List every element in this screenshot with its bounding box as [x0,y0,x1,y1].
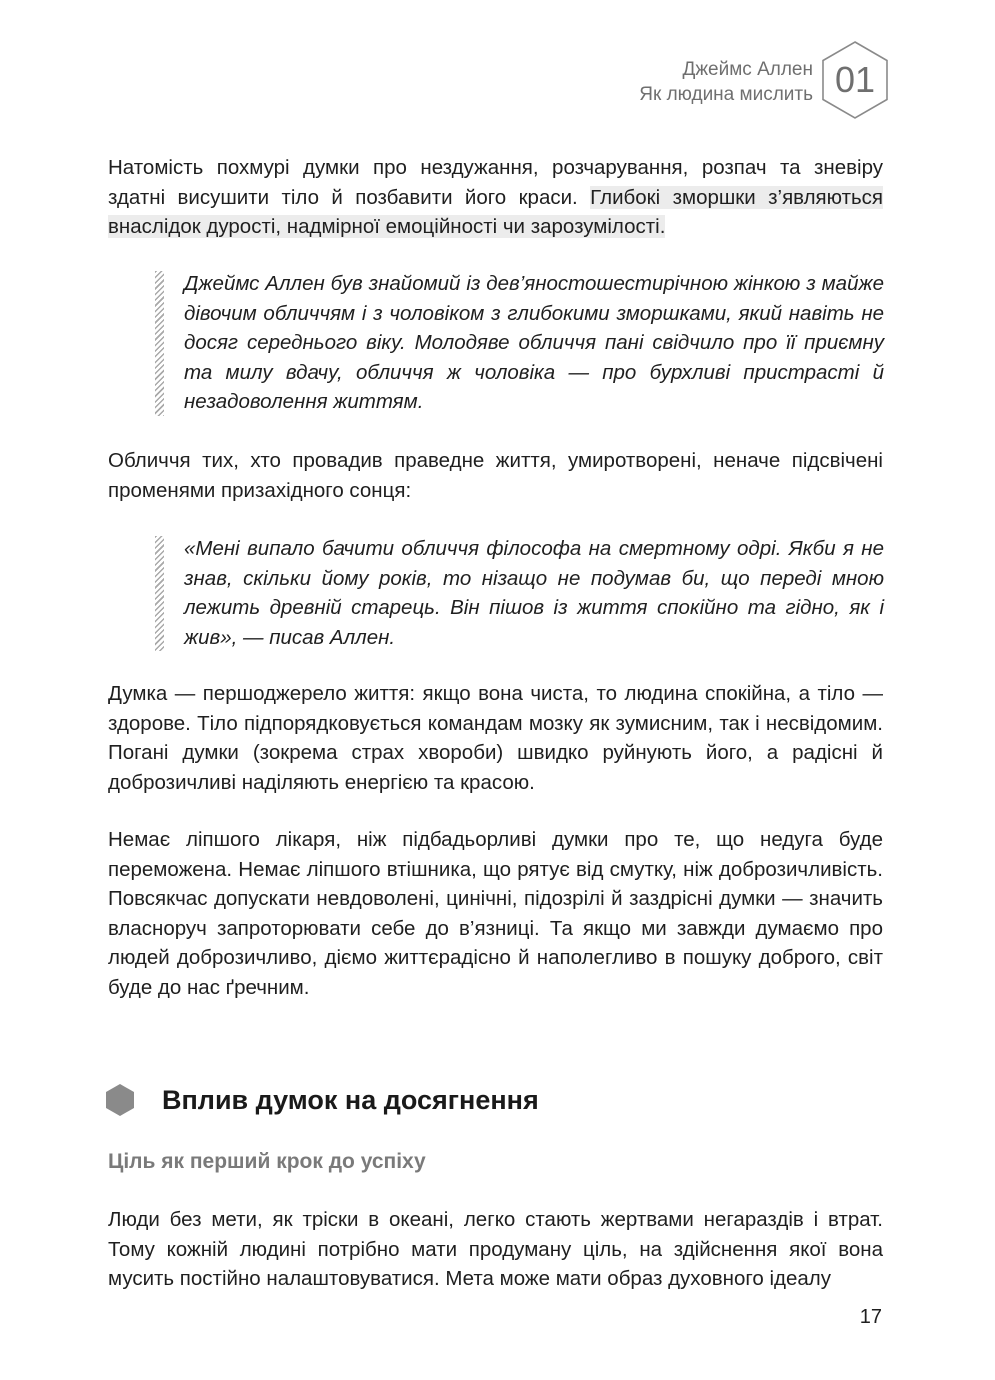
header-author: Джеймс Аллен [682,59,813,80]
quote-block-1 [155,269,885,417]
paragraph-1 [108,153,883,242]
paragraph-1-text: Натомість похмурі думки про нездужання, розчарування, розпач та зневіру здатні висушити тіло й позбавити його краси. [108,156,883,209]
section-heading [105,1078,539,1122]
page-number: 17 [859,1306,882,1328]
chapter-badge [820,40,890,120]
quote-text: Джеймс Аллен був знайомий із дев’яностошестирічною жінкою з майже дівочим обличчям і з чоловіком з глибокими зморшками, який навіть не досяг середнього віку. Молодяве обличчя пані свідчило про її приємну та милу вдачу, обличчя ж чоловіка — про бурхливі пристрасті й незадоволення життям. [184,272,884,413]
hexagon-icon [105,1083,135,1117]
highlighted-text: Глибокі зморшки з’являються внаслідок дурості, надмірної емоційності чи зарозумілості. [108,185,884,238]
paragraph-5: Люди без мети, як тріски в океані, легко стають жертвами негараздів і втрат. Тому кожній людині потрібно мати продуману ціль, на здійснення якої вона мусить постійно налаштовуватися. Мета може мати образ духовного ідеалу [108,1208,883,1290]
quote-bar [155,536,164,651]
paragraph-3: Думка — першоджерело життя: якщо вона чиста, то людина спокійна, а тіло — здорове. Тіло підпорядковується командам мозку як зумисним, так і несвідомим. Погані думки (зокрема страх хвороби) швидко руйнують його, а радісні й доброзичливі наділяють енергією та красою. [108,682,883,794]
quote-block-2 [155,534,885,652]
subsection-title: Ціль як перший крок до успіху [108,1150,426,1173]
quote-text: «Мені випало бачити обличчя філософа на смертному одрі. Якби я не знав, скільки йому років, то нізащо не подумав би, що переді мною лежить древній старець. Він пішов із життя спокійно та гідно, як і жив», — писав Аллен. [184,537,884,649]
running-header [639,57,813,107]
quote-bar [155,271,164,416]
paragraph-2: Обличчя тих, хто провадив праведне життя, умиротворені, неначе підсвічені променями призахідного сонця: [108,449,883,502]
section-title: Вплив думок на досягнення [162,1084,539,1115]
paragraph-4: Немає ліпшого лікаря, ніж підбадьорливі думки про те, що недуга буде переможена. Немає ліпшого втішника, що рятує від смутку, ніж доброзичливість. Повсякчас допускати невдоволені, цинічні, підозрілі й заздрісні думки — значить власноруч запроторювати себе до в’язниці. Та якщо ми завжди думаємо про людей доброзичливо, діємо життєрадісно й наполегливо в пошуку доброго, світ буде до нас ґречним. [108,828,883,999]
chapter-number: 01 [834,59,876,100]
header-book-title: Як людина мислить [639,84,813,105]
